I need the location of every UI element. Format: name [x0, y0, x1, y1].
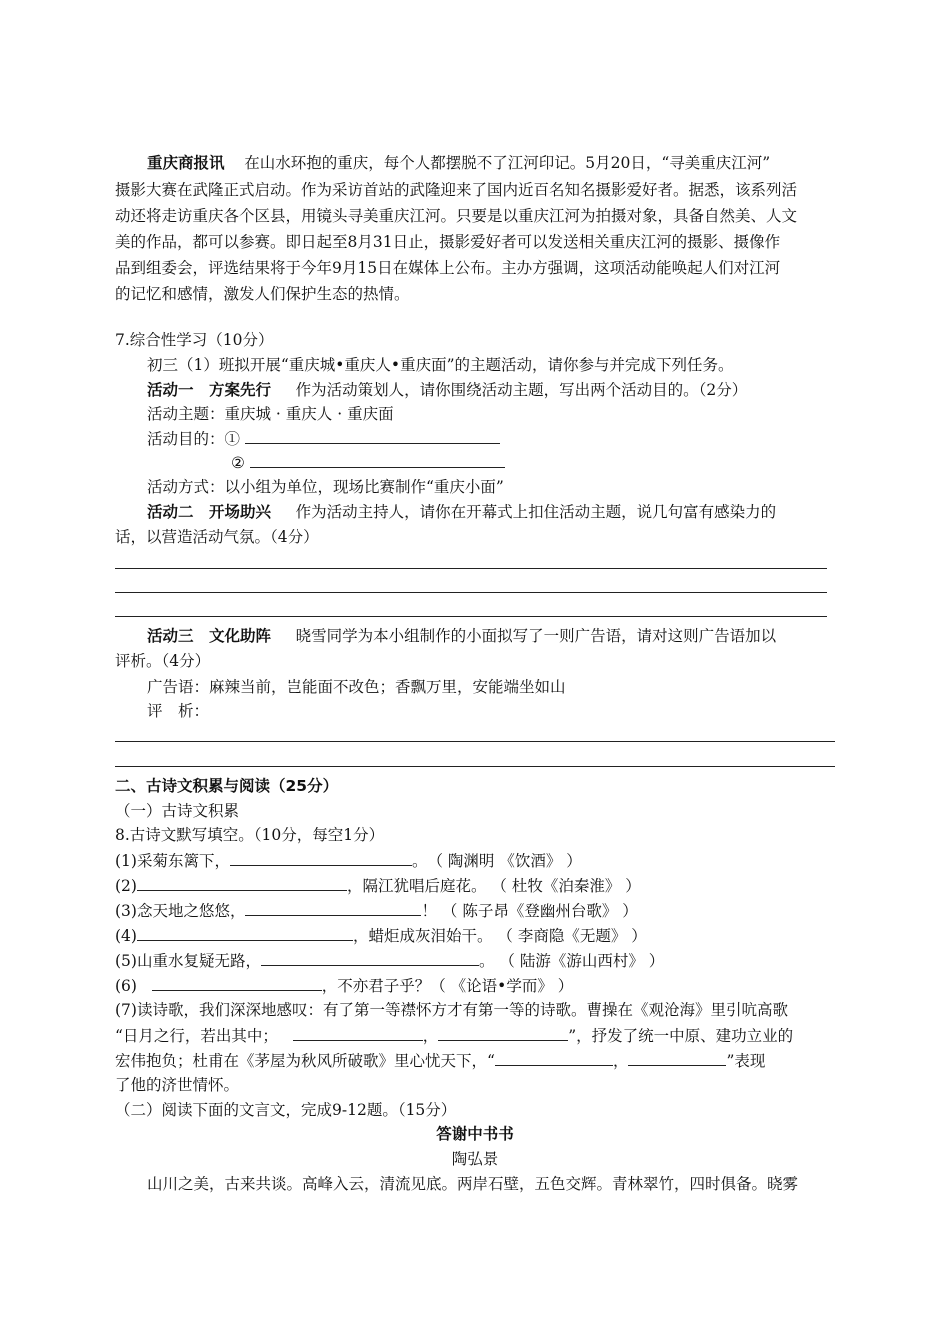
poem-7-blank-3[interactable]: [495, 1050, 613, 1066]
poem-4-suffix: ，蜡炬成灰泪始干。 （ 李商隐《无题》 ）: [352, 927, 647, 945]
essay-line-1: 山川之美，古来共谈。高峰入云，清流见底。两岸石壁，五色交辉。青林翠竹，四时俱备。晓雾: [147, 1175, 799, 1193]
news-line-4: 美的作品，都可以参赛。即日起至8月31日止，摄影爱好者可以发送相关重庆江河的摄影、摄像作: [115, 233, 781, 251]
poem-7-comma: ，: [422, 1027, 439, 1045]
news-line-2: 摄影大赛在武隆正式启动。作为采访首站的武隆迎来了国内近百名知名摄影爱好者。据悉，该系列活: [115, 181, 798, 199]
poem-7-text-c: ”，抒发了统一中原、建功立业的: [568, 1027, 794, 1045]
activity-3-text: 晓雪同学为本小组制作的小面拟写了一则广告语，请对这则广告语加以: [295, 627, 777, 645]
q8-title: 8.古诗文默写填空。（10分，每空1分）: [115, 826, 385, 844]
poem-item-4: [115, 925, 647, 946]
poem-item-5: [115, 950, 664, 971]
activity-theme: 活动主题：重庆城 · 重庆人 · 重庆面: [147, 405, 394, 423]
poem-5-prefix: (5)山重水复疑无路，: [115, 952, 261, 970]
news-line-6: 的记忆和感情，激发人们保护生态的热情。: [115, 285, 410, 303]
section-2-title: 二、古诗文积累与阅读（25分）: [115, 777, 339, 795]
essay-author: 陶弘景: [451, 1150, 499, 1168]
poem-2-suffix: ，隔江犹唱后庭花。 （ 杜牧《泊秦淮》 ）: [346, 877, 641, 895]
news-line-1: [147, 153, 770, 173]
activity-1-head: 活动一 方案先行: [147, 381, 272, 399]
essay-title: 答谢中书书: [436, 1125, 514, 1143]
activity-3-head: 活动三 文化助阵: [147, 627, 272, 645]
answer-line[interactable]: [115, 568, 827, 569]
activity-2-head: 活动二 开场助兴: [147, 503, 272, 521]
poem-item-1: [115, 850, 582, 871]
poem-5-blank[interactable]: [261, 950, 479, 966]
news-line-3: 动还将走访重庆各个区县，用镜头寻美重庆江河。只要是以重庆江河为拍摄对象，具备自然美、人文: [115, 207, 798, 225]
poem-7-text-a: “日月之行，若出其中；: [115, 1027, 278, 1045]
poem-3-blank[interactable]: [245, 900, 421, 916]
poem-1-prefix: (1)采菊东篱下，: [115, 852, 230, 870]
poem-2-blank[interactable]: [137, 875, 347, 891]
poem-4-blank[interactable]: [137, 925, 353, 941]
poem-7-blank-2[interactable]: [438, 1025, 568, 1041]
purpose-1-blank[interactable]: [245, 428, 500, 444]
poem-2-prefix: (2): [115, 877, 137, 895]
answer-line[interactable]: [115, 741, 835, 742]
poem-item-7-line-3: [115, 1050, 765, 1071]
answer-line[interactable]: [115, 592, 827, 593]
activity-3: [147, 626, 776, 646]
poem-item-7-line-4: 了他的济世情怀。: [115, 1076, 240, 1094]
poem-3-prefix: (3)念天地之悠悠，: [115, 902, 246, 920]
ad-slogan: 广告语：麻辣当前，岂能面不改色；香飘万里，安能端坐如山: [147, 678, 566, 696]
comment-label: 评 析：: [147, 702, 210, 720]
purpose-1: [147, 428, 500, 449]
poem-item-7-line-1: (7)读诗歌，我们深深地感叹：有了第一等襟怀方才有第一等的诗歌。曹操在《观沧海》里引吭高歌: [115, 1001, 788, 1019]
news-text-1: 在山水环抱的重庆，每个人都摆脱不了江河印记。5月20日，“寻美重庆江河”: [244, 154, 771, 172]
activity-1-text: 作为活动策划人，请你围绕活动主题，写出两个活动目的。（2分）: [295, 381, 748, 399]
section-2-sub-2: （二）阅读下面的文言文，完成9-12题。（15分）: [115, 1101, 457, 1119]
poem-6-suffix: ，不亦君子乎？（ 《论语•学而》 ）: [321, 977, 574, 995]
poem-7-comma-2: ，: [612, 1052, 629, 1070]
q7-title: 7.综合性学习（10分）: [115, 331, 274, 349]
news-line-5: 品到组委会，评选结果将于今年9月15日在媒体上公布。主办方强调，这项活动能唤起人们对江河: [115, 259, 781, 277]
purpose-2-blank[interactable]: [250, 452, 505, 468]
purpose-2-label: ②: [231, 454, 245, 472]
activity-3-text-2: 评析。（4分）: [115, 652, 211, 670]
poem-6-prefix: (6): [115, 977, 137, 995]
poem-1-blank[interactable]: [230, 850, 412, 866]
poem-7-text-e: ”表现: [726, 1052, 766, 1070]
purpose-2: [231, 452, 505, 473]
answer-line[interactable]: [115, 766, 835, 767]
answer-line[interactable]: [115, 616, 827, 617]
q7-intro: 初三（1）班拟开展“重庆城•重庆人•重庆面”的主题活动，请你参与并完成下列任务。: [147, 356, 734, 374]
poem-7-text-d: 宏伟抱负；杜甫在《茅屋为秋风所破歌》里心忧天下，“: [115, 1052, 495, 1070]
poem-item-2: [115, 875, 641, 896]
poem-5-suffix: 。 （ 陆游《游山西村》 ）: [478, 952, 665, 970]
poem-1-suffix: 。 （ 陶渊明 《饮酒》 ）: [411, 852, 582, 870]
activity-2-text-2: 话，以营造活动气氛。（4分）: [115, 528, 319, 546]
poem-6-blank[interactable]: [152, 975, 322, 991]
poem-3-suffix: ！ （ 陈子昂《登幽州台歌》 ）: [421, 902, 638, 920]
activity-1: [147, 380, 747, 400]
poem-item-7-line-2: [115, 1025, 793, 1046]
section-2-sub-1: （一）古诗文积累: [115, 802, 240, 820]
activity-2-text: 作为活动主持人，请你在开幕式上扣住活动主题，说几句富有感染力的: [295, 503, 777, 521]
poem-4-prefix: (4): [115, 927, 137, 945]
news-head: 重庆商报讯: [147, 154, 225, 172]
activity-2: [147, 502, 776, 522]
poem-item-6: [115, 975, 573, 996]
poem-item-3: [115, 900, 638, 921]
poem-7-blank-4[interactable]: [628, 1050, 726, 1066]
activity-method: 活动方式：以小组为单位，现场比赛制作“重庆小面”: [147, 478, 504, 496]
poem-7-blank-1[interactable]: [293, 1025, 423, 1041]
purpose-label: 活动目的：①: [147, 430, 241, 448]
